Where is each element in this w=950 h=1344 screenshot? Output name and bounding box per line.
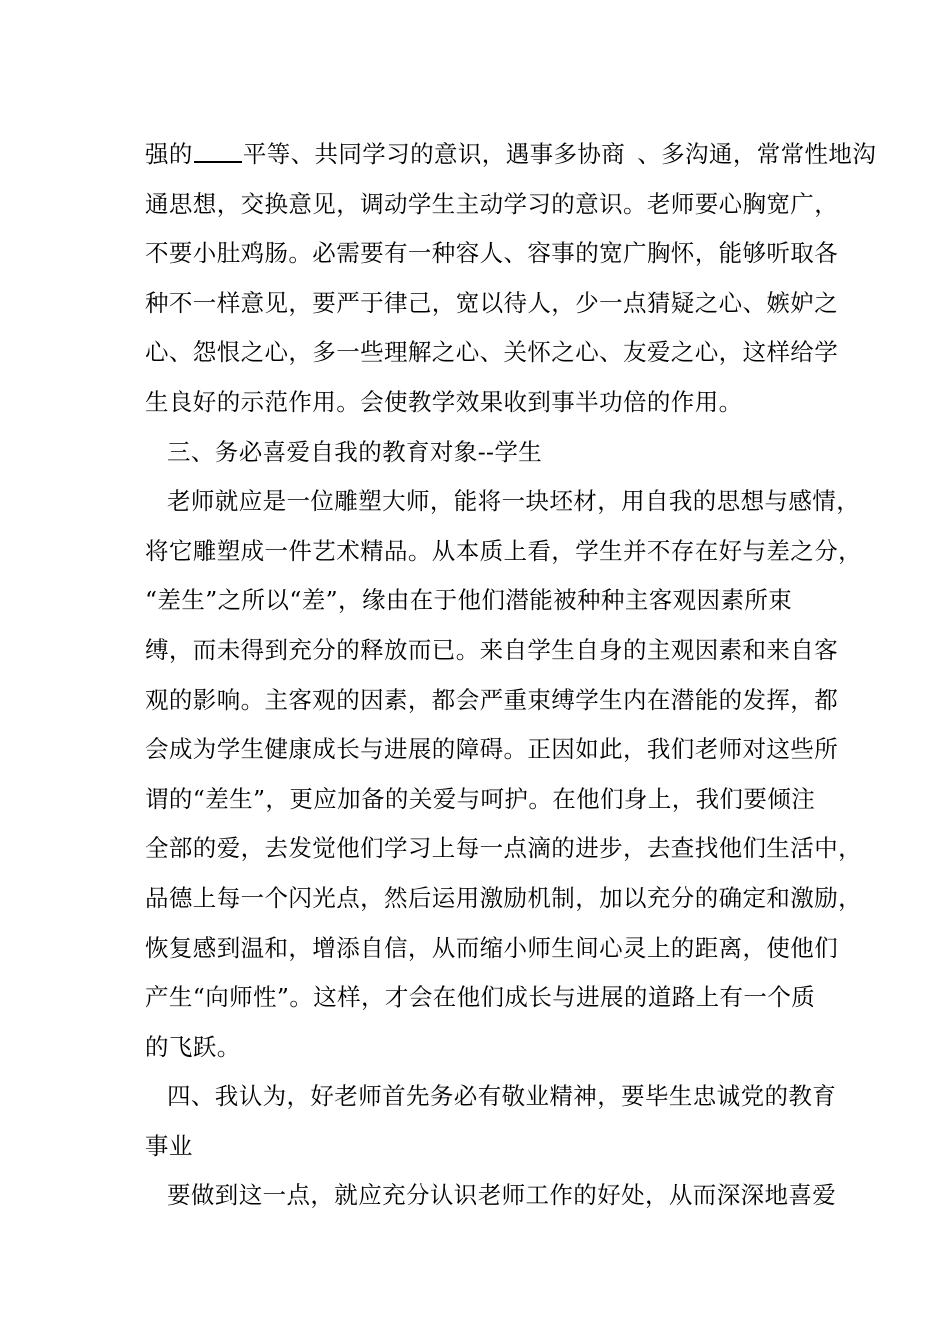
- text-line: “差生”之所以“差”，缘由在于他们潜能被种种主客观因素所束: [145, 586, 793, 615]
- text-line: [145, 130, 877, 180]
- text-line: 恢复感到温和，增添自信，从而缩小师生间心灵上的距离，使他们: [145, 933, 839, 962]
- text-line: 老师就应是一位雕塑大师，能将一块坯材，用自我的思想与感情，: [167, 487, 861, 516]
- body-text: [145, 130, 877, 1221]
- text-line: 全部的爱，去发觉他们学习上每一点滴的进步，去查找他们生活中，: [145, 834, 862, 863]
- text-line: 不要小肚鸡肠。必需要有一种容人、容事的宽广胸怀，能够听取各: [145, 239, 839, 268]
- text-line: 种不一样意见，要严于律己，宽以待人，少一点猜疑之心、嫉妒之: [145, 288, 839, 317]
- text-line: 会成为学生健康成长与进展的障碍。正因如此，我们老师对这些所: [145, 735, 839, 764]
- section-heading: 三、务必喜爱自我的教育对象--学生: [167, 437, 543, 466]
- text-line: 缚，而未得到充分的释放而已。来自学生自身的主观因素和来自客: [145, 635, 839, 664]
- text-line: 品德上每一个闪光点，然后运用激励机制，加以充分的确定和激励，: [145, 883, 862, 912]
- text-line: 心、怨恨之心，多一些理解之心、关怀之心、友爱之心，这样给学: [145, 338, 839, 367]
- underline-blank: [194, 143, 242, 163]
- text-line: 产生“向师性”。这样，才会在他们成长与进展的道路上有一个质: [145, 983, 816, 1012]
- text-line: 将它雕塑成一件艺术精品。从本质上看，学生并不存在好与差之分，: [145, 536, 862, 565]
- text-line: 谓的“差生”，更应加备的关爱与呵护。在他们身上，我们要倾注: [145, 784, 816, 813]
- section-heading: 四、我认为，好老师首先务必有敬业精神，要毕生忠诚党的教育: [167, 1082, 837, 1111]
- text-line: 要做到这一点，就应充分认识老师工作的好处，从而深深地喜爱: [167, 1181, 837, 1210]
- text-line: 观的影响。主客观的因素，都会严重束缚学生内在潜能的发挥，都: [145, 685, 839, 714]
- text-segment: 平等、共同学习的意识，遇事多协商: [242, 140, 626, 168]
- text-line: 通思想，交换意见，调动学生主动学习的意识。老师要心胸宽广，: [145, 189, 839, 218]
- text-line: 的飞跃。: [145, 1032, 241, 1061]
- text-line: 生良好的示范作用。会使教学效果收到事半功倍的作用。: [145, 387, 743, 416]
- text-line: 事业: [145, 1131, 193, 1160]
- text-segment: 强的: [145, 140, 193, 168]
- text-segment: 、多沟通，常常性地沟: [637, 140, 877, 168]
